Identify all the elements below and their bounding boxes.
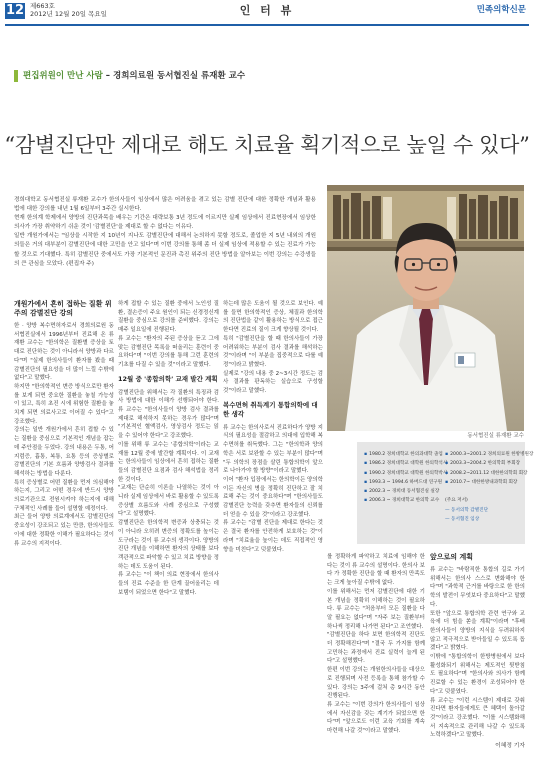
profile-entry: ▪ 2010.7~ 대한한방내과학회 회장 (445, 478, 533, 487)
series-prefix: 편집위원이 만난 사람 (23, 71, 103, 81)
body-paragraph: 를 정확하게 파악하고 치료에 임해야 한다는 것이 류 교수의 설명이다. 한의사 보다 가 정확한 진단을 할 때 환자의 만족도는 크게 높아질 수밖에 없다. (327, 554, 425, 587)
profile-spacer (445, 487, 533, 496)
series-bar (14, 70, 18, 82)
body-paragraph: 감별진단을 위해서는 각 질환의 특징과 검사 방법에 대한 이해가 선행되어야 한다. 류 교수는 "한의사들이 양방 검사 결과를 제대로 해석하지 못하는 경우가 많다"며 "기본적인 혈액검사, 영상검사 정도는 읽을 수 있어야 한다"고 강조했다. (118, 389, 219, 440)
series-title: – 경희의료원 동서협진실 류재환 교수 (102, 71, 246, 81)
body-paragraph: 특히 증상별로 어떤 질환을 먼저 의심해야 하는지, 그리고 어떤 경우에 반드시 양방 의료기관으로 전원시켜야 하는지에 대해 구체적인 사례를 들어 설명할 예정이다. (14, 479, 114, 512)
body-paragraph: 감별진단은 한의학적 변증과 상충되는 것이 아니라 오히려 변증의 정확도를 높이는 도구라는 것이 류 교수의 생각이다. 양방의 진단 개념을 이해하면 환자의 상태를 보다 객관적으로 파악할 수 있고 치료 방향을 정하는 데도 도움이 된다. (118, 520, 219, 570)
profile-entry: ▪ 2006.3 ~ 경희대학교 한의학 교수 (364, 496, 447, 505)
body-paragraph: 류 교수는 "감별 진단을 제대로 한다는 것은 결국 환자를 안전하게 보호하는 것"이라며 "치료율을 높이는 데도 직접적인 영향을 미친다"고 덧붙였다. (223, 520, 323, 553)
portrait-illustration (327, 185, 524, 431)
body-paragraph: 하게 접할 수 있는 질환 중에서 노인성 질환, 결손증이 주요 원인이 되는 신경정신계 질환을 중심으로 강의를 준비했다. 강의는 매주 일요일에 진행된다. (118, 301, 219, 334)
profile-entry: ▪ 2002.3 ~ 경희대 동서협진실 실장 (364, 487, 447, 496)
profile-entry: ▪ 1986.2 경희대학교 대학원 한의학석사 (364, 459, 447, 468)
body-paragraph: 최근 들어 양방 의료계에서도 감별진단의 중요성이 강조되고 있는 만큼, 한의사들도 이에 대한 정확한 이해가 필요하다는 것이 류 교수의 지적이다. (14, 514, 114, 547)
body-paragraph: 또한 "앞으로 통합의학 관련 연구와 교육에 더 힘을 쏟을 계획"이라며 "후배 한의사들이 양방의 지식을 두려워하지 않고 적극적으로 받아들일 수 있도록 돕겠다"고 밝혔다. (430, 610, 525, 652)
lede-paragraph: 경희대학교 동서협진실 류재환 교수가 한의사들이 임상에서 많은 어려움을 겪고 있는 감별 진단에 대한 정확한 개념과 활용법에 대한 강의를 내년 1월 6일부터 3주간 실시한다. (14, 197, 316, 213)
body-column-4 (327, 553, 425, 736)
page-header (0, 0, 534, 28)
body-paragraph: 특히 "감별진단을 할 때 한의사들이 가장 어려워하는 부분이 검사 결과를 해석하는 것"이라며 "이 부분을 집중적으로 다룰 예정"이라고 밝혔다. (223, 335, 323, 368)
profile-entry: ▪ 1993.3 ~ 1994.6 하버드대 연구원 (364, 478, 447, 487)
body-column-5 (430, 553, 525, 750)
lede (14, 196, 316, 269)
body-paragraph: 이밖에 "통합의학이 한방병원에서 보다 활성화되기 위해서는 제도적인 뒷받침도 필요하다"며 "한의사와 의사가 함께 진료할 수 있는 환경이 조성되어야 한다"고 덧붙였다. (430, 654, 525, 695)
series-label (14, 68, 276, 84)
section-title: 인 터 뷰 (239, 4, 295, 17)
profile-book: — 동서의학 감별진단 (445, 507, 489, 513)
newspaper-name: 민족의학신문 (476, 5, 526, 15)
body-paragraph: 류 교수는 "바람직한 통합의 길로 가기 위해서는 한의사 스스로 변화해야 한다"며 "과학적 근거를 바탕으로 한 한의학의 발전이 무엇보다 중요하다"고 말했다. (430, 567, 525, 608)
series-text (23, 70, 245, 82)
profile-entry: ▪ 2000.3~2001.2 경희의료원 한방병원장 (445, 450, 533, 459)
profile-career-right (445, 450, 533, 524)
profile-entry: ▪ 1990.2 경희대학교 대학원 한의학박사 (364, 469, 447, 478)
profile-book: — 동서협진 임상 (445, 517, 480, 523)
reporter-byline: 이혜정 기자 (495, 743, 525, 750)
body-paragraph: 류 교수는 "환자의 주된 증상을 듣고 그에 맞는 감별진단 목록을 떠올리는 훈련이 중요하다"며 "이번 강의를 통해 그런 훈련의 기초를 다질 수 있을 것"이라고 말했다. (118, 335, 219, 368)
body-paragraph: "교재는 단순히 이론을 나열하는 것이 아니라 실제 임상에서 바로 활용할 수 있도록 증상별 흐름도와 사례 중심으로 구성했다"고 설명했다. (118, 485, 219, 518)
profile-box (357, 442, 534, 544)
body-paragraph: 하지만 "한의학적인 변증 방식으로만 환자를 보게 되면 중요한 질환을 놓칠 가능성이 있고, 특히 초진 시에 위험한 질환을 놓치게 되면 의료사고로 이어질 수 있다"고 강조했다. (14, 383, 114, 425)
body-paragraph: 실제로 "강의 내용 중 2~3시간 정도는 검사 결과를 판독하는 실습으로 구성할 것"이라고 말했다. (223, 370, 323, 395)
body-column-1 (14, 300, 114, 548)
body-paragraph: 하는데 많은 도움이 될 것으로 보인다. 예를 들면 한의학적인 증상, 체질과 한의학의 진단법을 같이 활용하는 방식으로 접근한다면 진료의 질이 크게 향상될 것이다. (223, 301, 323, 334)
photo-caption: 동서협진실 류재환 교수 (467, 433, 524, 439)
body-paragraph: 한편 이번 강의는 개원한의사들을 대상으로 진행되며 사전 등록을 통해 참가할 수 있다. 강의는 3주에 걸쳐 총 9시간 동안 진행된다. (327, 667, 425, 700)
body-column-2 (118, 300, 219, 598)
headline: “감별진단만 제대로 해도 치료율 획기적으로 높일 수 있다” (4, 133, 530, 157)
subhead: 앞으로의 계획 (430, 553, 474, 561)
subhead: 12월 중 '종합의학' 교재 발간 계획 (118, 374, 218, 383)
body-paragraph: 류 교수는 "이번 강의가 한의사들이 임상에서 자신감을 갖는 계기가 되었으면 한다"며 "앞으로도 이런 교육 기회를 계속 마련해 나갈 것"이라고 말했다. (327, 701, 425, 735)
subhead: 개원가에서 흔히 접하는 질환 위주의 감별진단 강의 (14, 300, 112, 317)
lede-paragraph: 일반 개원가에서는 "임상을 시작한 지 10년이 지나도 감별진단에 대해서 논의하지 못할 정도로, 졸업한 지 5년 내외의 개원의들은 거의 대부분이 감별진단에 대한 고민을 안고 있다"며 이번 강의를 통해 좀 더 실제 임상에 적용할 수 있는 진료가 가능할 것으로 기대했다. 특히 감별진단 중에서도 가장 기본적인 문진과 촉진 위주의 진단 방법을 알아보는 이번 강의는 수강생들의 큰 관심을 모았다. (편집자 주) (14, 233, 316, 267)
interviewee-photo (327, 185, 524, 431)
profile-entry: ▪ 2008.2~2011.12 대한한의학회 회장 (445, 469, 533, 478)
profile-entry: ▪ 1980.2 경희대학교 한의과대학 졸업 (364, 450, 447, 459)
body-paragraph: 류 교수는 "이 책이 의료 현장에서 한의사들의 진료 수준을 한 단계 끌어올리는 데 보탬이 되었으면 한다"고 말했다. (118, 572, 219, 596)
issue-number: 제663호 (30, 2, 55, 10)
subhead: 복수면허 취득계기 통합의학에 대한 생각 (223, 400, 318, 418)
body-column-3 (223, 300, 323, 554)
body-paragraph: 류 교수는 "이런 시스템이 제대로 갖춰진다면 환자들에게도 큰 혜택이 돌아갈 것"이라고 강조했다. "이를 시스템화해서 지속적으로 관리해 나갈 수 있도록 노력하겠다"고 말했다. (430, 697, 525, 739)
header-rule (5, 24, 529, 26)
profile-entry: ▪ 2003.3~2004.2 한의학회 부회장 (445, 459, 533, 468)
body-paragraph: "감별진단을 하다 보면 한의학적 진단도 더 정확해진다"며 "결국 두 가지를 함께 고민하는 과정에서 진료 실력이 늘게 된다"고 설명했다. (327, 632, 425, 665)
profile-books-heading: (주요 저서) (445, 498, 468, 504)
publication-date: 2012년 12월 20일 목요일 (30, 10, 107, 18)
body-paragraph: 이를 위해 류 교수는 '종합의학'이라는 교재를 12월 중에 발간할 계획이다. 이 교재는 한의사들이 임상에서 흔히 접하는 질환들의 감별진단 요점과 검사 해석법을 정리한 것이다. (118, 441, 219, 483)
body-paragraph: 강의는 일반 개원가에서 흔히 접할 수 있는 질환을 중심으로 기본적인 개념을 잡는 데 주안점을 두었다. 강의 내용은 두통, 어지럼증, 흉통, 복통, 요통 등의 증상별로 감별진단의 기본 흐름과 양방검사 결과를 해석하는 방법을 다룬다. (14, 427, 114, 477)
body-paragraph: 이를 위해서는 먼저 감별진단에 대한 기본 개념을 정확히 이해하는 것이 필요하다. 류 교수는 "처음부터 모든 질환을 다 알 필요는 없다"며 "자주 보는 질환부터 하나씩 정리해 나가면 된다"고 조언했다. (327, 588, 425, 630)
body-paragraph: 한 · 양방 복수면허자로서 경희의료원 동서협진실에서 1996년부터 진료해 온 류재환 교수는 "한의학은 질환별 증상을 토대로 진단하는 것이 아니라서 양방과 다르다"며 "실제 한의사들이 환자를 봤을 때 감별진단의 필요성을 더 많이 느낄 수밖에 없다"고 말했다. (14, 323, 114, 382)
profile-career-left (364, 450, 447, 506)
page-number: 12 (5, 3, 25, 18)
body-paragraph: 이어 "환자 입장에서는 한의학이든 양의학이든 자신의 병을 정확히 진단하고 잘 치료해 주는 것이 중요하다"며 "한의사들도 감별진단 능력을 갖추면 환자들의 신뢰를 더 얻을 수 있을 것"이라고 강조했다. (223, 476, 323, 518)
body-paragraph: 류 교수는 한의사로서 진료하다가 양방 지식의 필요성을 절감하고 의대에 입학해 복수면허를 취득했다. 그는 "한의학과 양의학은 서로 보완할 수 있는 부분이 많다"며 "두 의학의 장점을 살린 통합의학이 앞으로 나아가야 할 방향"이라고 말했다. (223, 424, 323, 475)
lede-paragraph: 현재 한의계 학제에서 양방의 진단과목을 배우는 기간은 대략보통 3년 정도에 이르지만 실제 임상에서 진료현장에서 임상한의사가 가장 취약하기 쉬운 것이 '감별진단'을 제대로 할 수 없다는 이유다. (14, 215, 316, 231)
